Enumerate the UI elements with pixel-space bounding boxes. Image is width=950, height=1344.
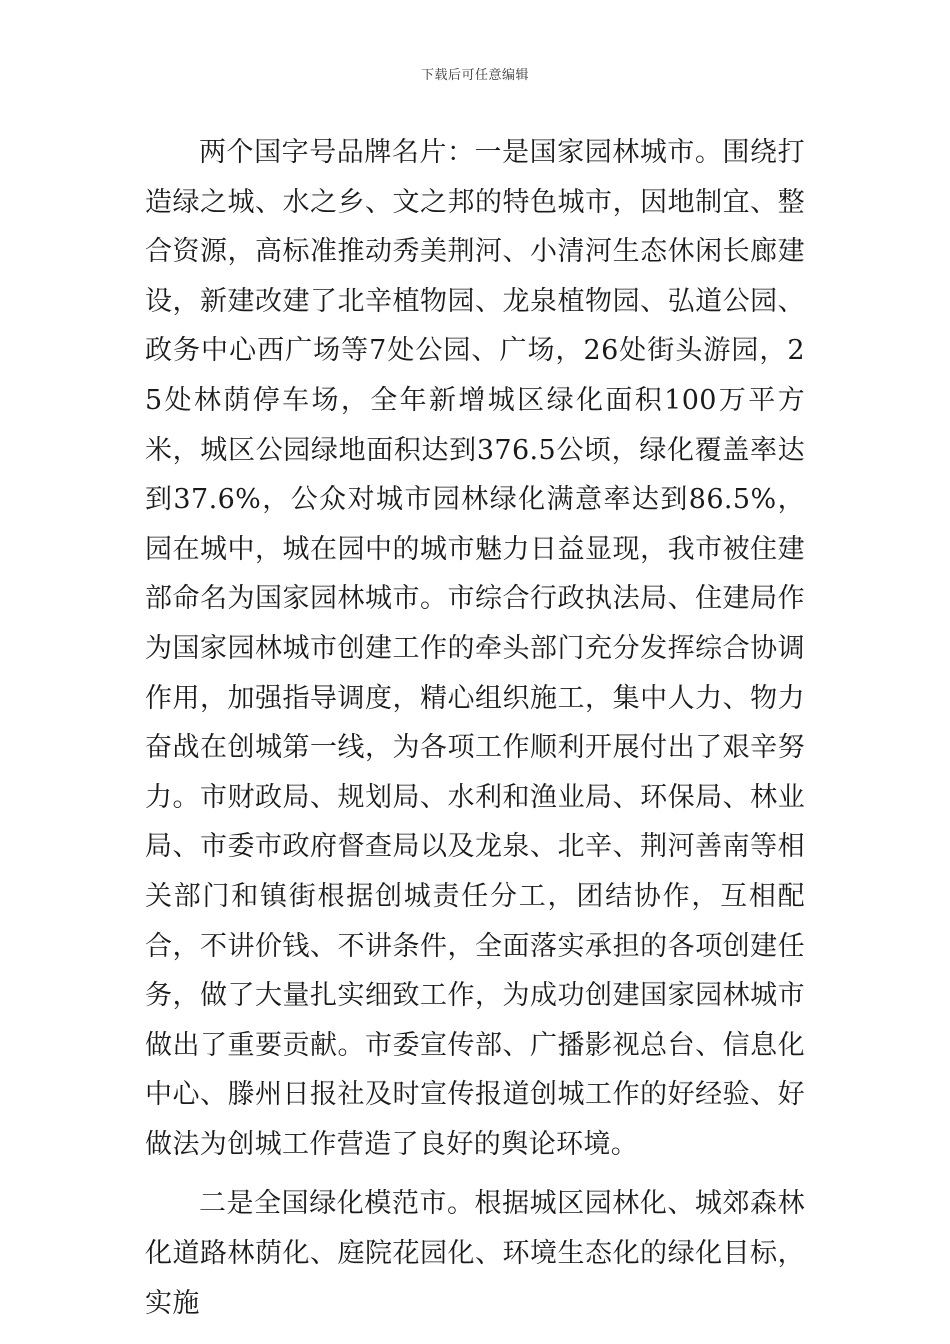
paragraph-2: 二是全国绿化模范市。根据城区园林化、城郊森林化道路林荫化、庭院花园化、环境生态化的绿化目标，实施	[145, 1188, 805, 1319]
document-body	[145, 128, 805, 1328]
header-note: 下载后可任意编辑	[420, 68, 529, 83]
paragraph-1: 两个国字号品牌名片：一是国家园林城市。围绕打造绿之城、水之乡、文之邦的特色城市，因地制宜、整合资源，高标准推动秀美荆河、小清河生态休闲长廊建设，新建改建了北辛植物园、龙泉植物园、弘道公园、政务中心西广场等7处公园、广场，26处街头游园，25处林荫停车场，全年新增城区绿化面积100万平方米，城区公园绿地面积达到376.5公顷，绿化覆盖率达到37.6%，公众对城市园林绿化满意率达到86.5%，园在城中，城在园中的城市魅力日益显现，我市被住建部命名为国家园林城市。市综合行政执法局、住建局作为国家园林城市创建工作的牵头部门充分发挥综合协调作用，加强指导调度，精心组织施工，集中人力、物力奋战在创城第一线，为各项工作顺利开展付出了艰辛努力。市财政局、规划局、水利和渔业局、环保局、林业局、市委市政府督查局以及龙泉、北辛、荆河善南等相关部门和镇街根据创城责任分工，团结协作，互相配合，不讲价钱、不讲条件，全面落实承担的各项创建任务，做了大量扎实细致工作，为成功创建国家园林城市做出了重要贡献。市委宣传部、广播影视总台、信息化中心、滕州日报社及时宣传报道创城工作的好经验、好做法为创城工作营造了良好的舆论环境。	[145, 137, 805, 1160]
